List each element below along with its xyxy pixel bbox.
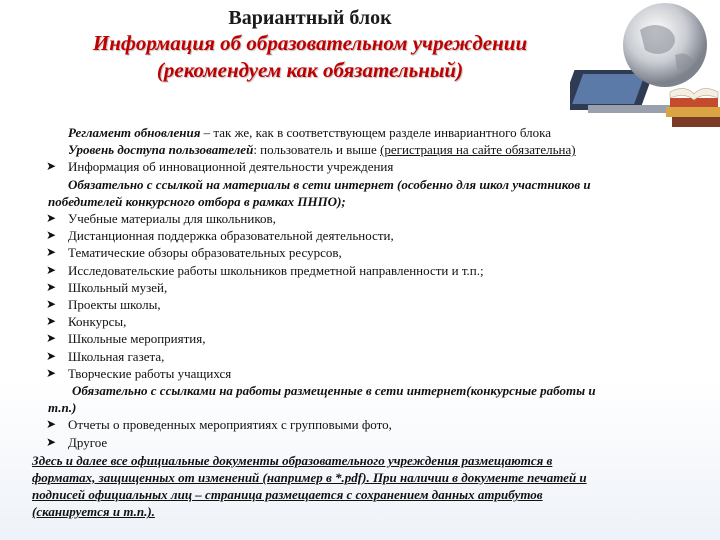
list-item-text: Учебные материалы для школьников, xyxy=(68,211,276,227)
arrow-bullet-icon: ➤ xyxy=(46,297,57,312)
list-item xyxy=(30,262,682,279)
documents-note xyxy=(30,452,682,521)
list-item-innovation xyxy=(30,158,682,175)
list-item xyxy=(30,279,682,296)
list-item-text: Исследовательские работы школьников предметной направленности и т.п.; xyxy=(68,262,484,278)
requirement-note-1 xyxy=(30,176,682,210)
list-item-text: Проекты школы, xyxy=(68,297,161,313)
list-item-text: Отчеты о проведенных мероприятиях с групповыми фото, xyxy=(68,417,392,433)
list-item-reports xyxy=(30,416,682,433)
list-item-text: Школьный музей, xyxy=(68,279,168,295)
list-item xyxy=(30,296,682,313)
list-item xyxy=(30,244,682,261)
list-item xyxy=(30,313,682,330)
arrow-bullet-icon: ➤ xyxy=(46,245,57,260)
globe-books-illustration xyxy=(570,0,720,130)
list-item-text: Информация об инновационной деятельности учреждения xyxy=(68,159,394,175)
list-item xyxy=(30,365,682,382)
arrow-bullet-icon: ➤ xyxy=(46,434,57,449)
regulation-label: Регламент обновления xyxy=(68,125,201,140)
documents-note-line: подписей официальных лиц – страница размещается с сохранением данных атрибутов xyxy=(32,487,543,503)
arrow-bullet-icon: ➤ xyxy=(46,228,57,243)
list-item-text: Школьные мероприятия, xyxy=(68,331,206,347)
access-label: Уровень доступа пользователей xyxy=(68,142,254,158)
access-level-line xyxy=(30,141,682,158)
list-item-text: Дистанционная поддержка образовательной деятельности, xyxy=(68,228,394,244)
requirement-1-line-b: победителей конкурсного отбора в рамках ПНПО); xyxy=(48,193,346,209)
content-body xyxy=(30,124,682,521)
documents-note-line: (сканируется и т.п.). xyxy=(32,504,155,520)
access-text: : пользователь и выше xyxy=(253,142,381,158)
regulation-text: – так же, как в соответствующем разделе инвариантного блока xyxy=(200,125,552,140)
arrow-bullet-icon: ➤ xyxy=(46,365,57,380)
list-item-text: Тематические обзоры образовательных ресурсов, xyxy=(68,245,342,261)
arrow-bullet-icon: ➤ xyxy=(46,314,57,329)
list-item-text: Творческие работы учащихся xyxy=(68,365,232,381)
arrow-bullet-icon: ➤ xyxy=(46,348,57,363)
slide-header xyxy=(40,6,580,84)
requirement-2-line-b: т.п.) xyxy=(48,400,77,416)
list-item xyxy=(30,348,682,365)
list-item-text: Школьная газета, xyxy=(68,348,165,364)
arrow-bullet-icon: ➤ xyxy=(46,331,57,346)
requirement-1-line-a: Обязательно с ссылкой на материалы в сети интернет (особенно для школ участников и xyxy=(68,176,591,192)
list-item xyxy=(30,330,682,347)
list-item-text: Другое xyxy=(68,434,108,450)
list-item-other xyxy=(30,434,682,451)
list-item-text: Конкурсы, xyxy=(68,314,127,330)
arrow-bullet-icon: ➤ xyxy=(46,417,57,432)
section-title: Информация об образовательном учреждении xyxy=(92,31,528,55)
arrow-bullet-icon: ➤ xyxy=(46,159,57,174)
section-subtitle: (рекомендуем как обязательный) xyxy=(156,58,464,82)
block-title: Вариантный блок xyxy=(228,7,392,29)
list-item xyxy=(30,227,682,244)
regulation-line xyxy=(30,124,682,141)
arrow-bullet-icon: ➤ xyxy=(46,279,57,294)
documents-note-line: Здесь и далее все официальные документы образовательного учреждения размещаются в xyxy=(32,452,553,468)
documents-note-line: форматах, защищенных от изменений (например в *.pdf). При наличии в документе печатей и xyxy=(32,470,587,486)
arrow-bullet-icon: ➤ xyxy=(46,211,57,226)
access-note: (регистрация на сайте обязательна) xyxy=(380,142,576,158)
requirement-2-line-a: Обязательно с ссылками на работы размещенные в сети интернет(конкурсные работы и xyxy=(72,383,596,399)
requirement-note-2 xyxy=(30,382,682,416)
arrow-bullet-icon: ➤ xyxy=(46,262,57,277)
list-item xyxy=(30,210,682,227)
